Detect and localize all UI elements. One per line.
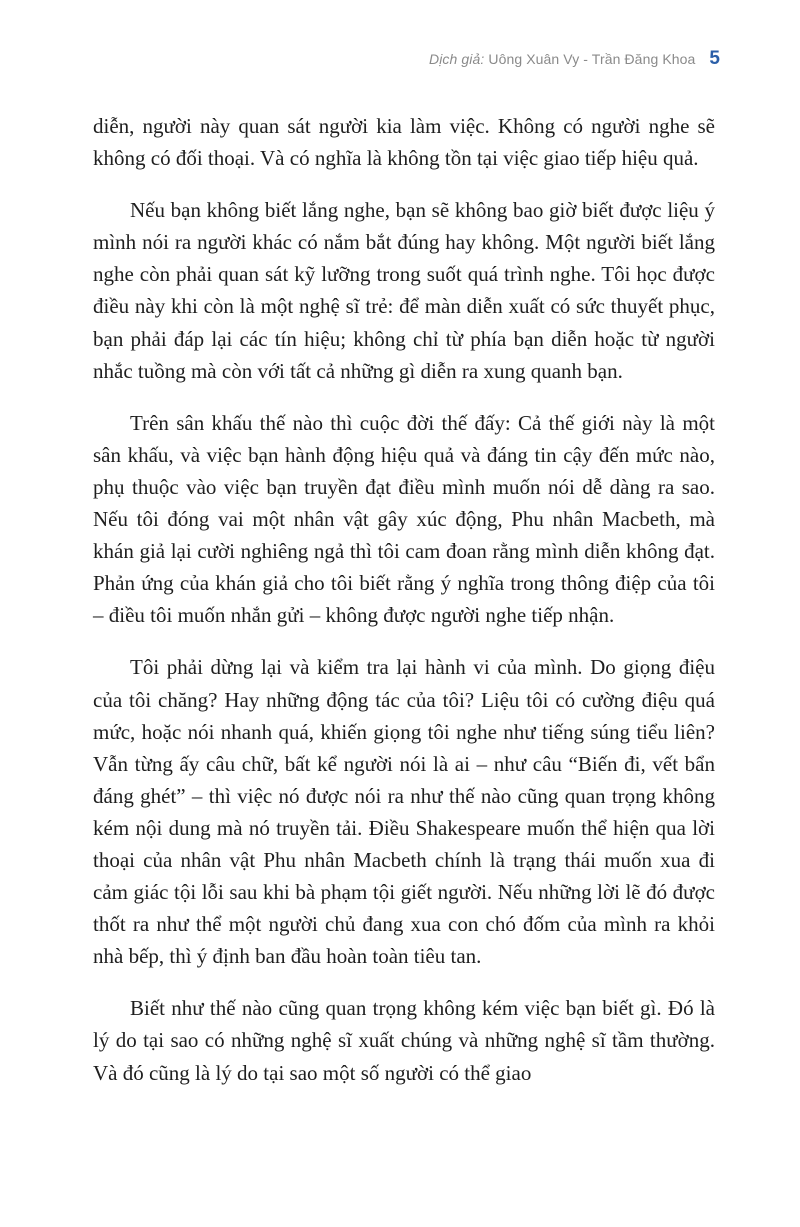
translator-credit [429,51,695,67]
translator-label: Dịch giả: [428,51,485,67]
paragraph: Biết như thế nào cũng quan trọng không kém việc bạn biết gì. Đó là lý do tại sao có những nghệ sĩ xuất chúng và những nghệ sĩ tầm thường. Và đó cũng là lý do tại sao một số người có thể giao [93,996,715,1085]
body-text [93,110,715,1089]
paragraph: Tôi phải dừng lại và kiểm tra lại hành vi của mình. Do giọng điệu của tôi chăng? Hay những động tác của tôi? Liệu tôi có cường điệu quá mức, hoặc nói nhanh quá, khiến giọng tôi nghe như tiếng súng tiểu liên? Vẫn từng ấy câu chữ, bất kể người nói là ai – như câu “Biến đi, vết bẩn đáng ghét” – thì việc nó được nói ra như thế nào cũng quan trọng không kém nội dung mà nó truyền tải. Điều Shakespeare muốn thể hiện qua lời thoại của nhân vật Phu nhân Macbeth chính là trạng thái muốn xua đi cảm giác tội lỗi sau khi bà phạm tội giết người. Nếu những lời lẽ đó được thốt ra như thể một người chủ đang xua con chó đốm của mình ra khỏi nhà bếp, thì ý định ban đầu hoàn toàn tiêu tan. [93,655,715,969]
paragraph-continued: diễn, người này quan sát người kia làm việc. Không có người nghe sẽ không có đối thoại. Và có nghĩa là không tồn tại việc giao tiếp hiệu quả. [93,114,715,171]
paragraph: Nếu bạn không biết lắng nghe, bạn sẽ không bao giờ biết được liệu ý mình nói ra người khác có nắm bắt đúng hay không. Một người biết lắng nghe còn phải quan sát kỹ lưỡng trong suốt quá trình nghe. Tôi học được điều này khi còn là một nghệ sĩ trẻ: để màn diễn xuất có sức thuyết phục, bạn phải đáp lại các tín hiệu; không chỉ từ phía bạn diễn hoặc từ người nhắc tuồng mà còn với tất cả những gì diễn ra xung quanh bạn. [93,198,715,383]
paragraph: Trên sân khấu thế nào thì cuộc đời thế đấy: Cả thế giới này là một sân khấu, và việc bạn hành động hiệu quả và đáng tin cậy đến mức nào, phụ thuộc vào việc bạn truyền đạt điều mình muốn nói dễ dàng ra sao. Nếu tôi đóng vai một nhân vật gây xúc động, Phu nhân Macbeth, mà khán giả lại cười nghiêng ngả thì tôi cam đoan rằng mình diễn không đạt. Phản ứng của khán giả cho tôi biết rằng ý nghĩa trong thông điệp của tôi – điều tôi muốn nhắn gửi – không được người nghe tiếp nhận. [93,410,715,628]
translator-names: Uông Xuân Vy - Trần Đăng Khoa [488,51,696,67]
running-header [429,48,720,70]
page-number: 5 [709,48,720,69]
